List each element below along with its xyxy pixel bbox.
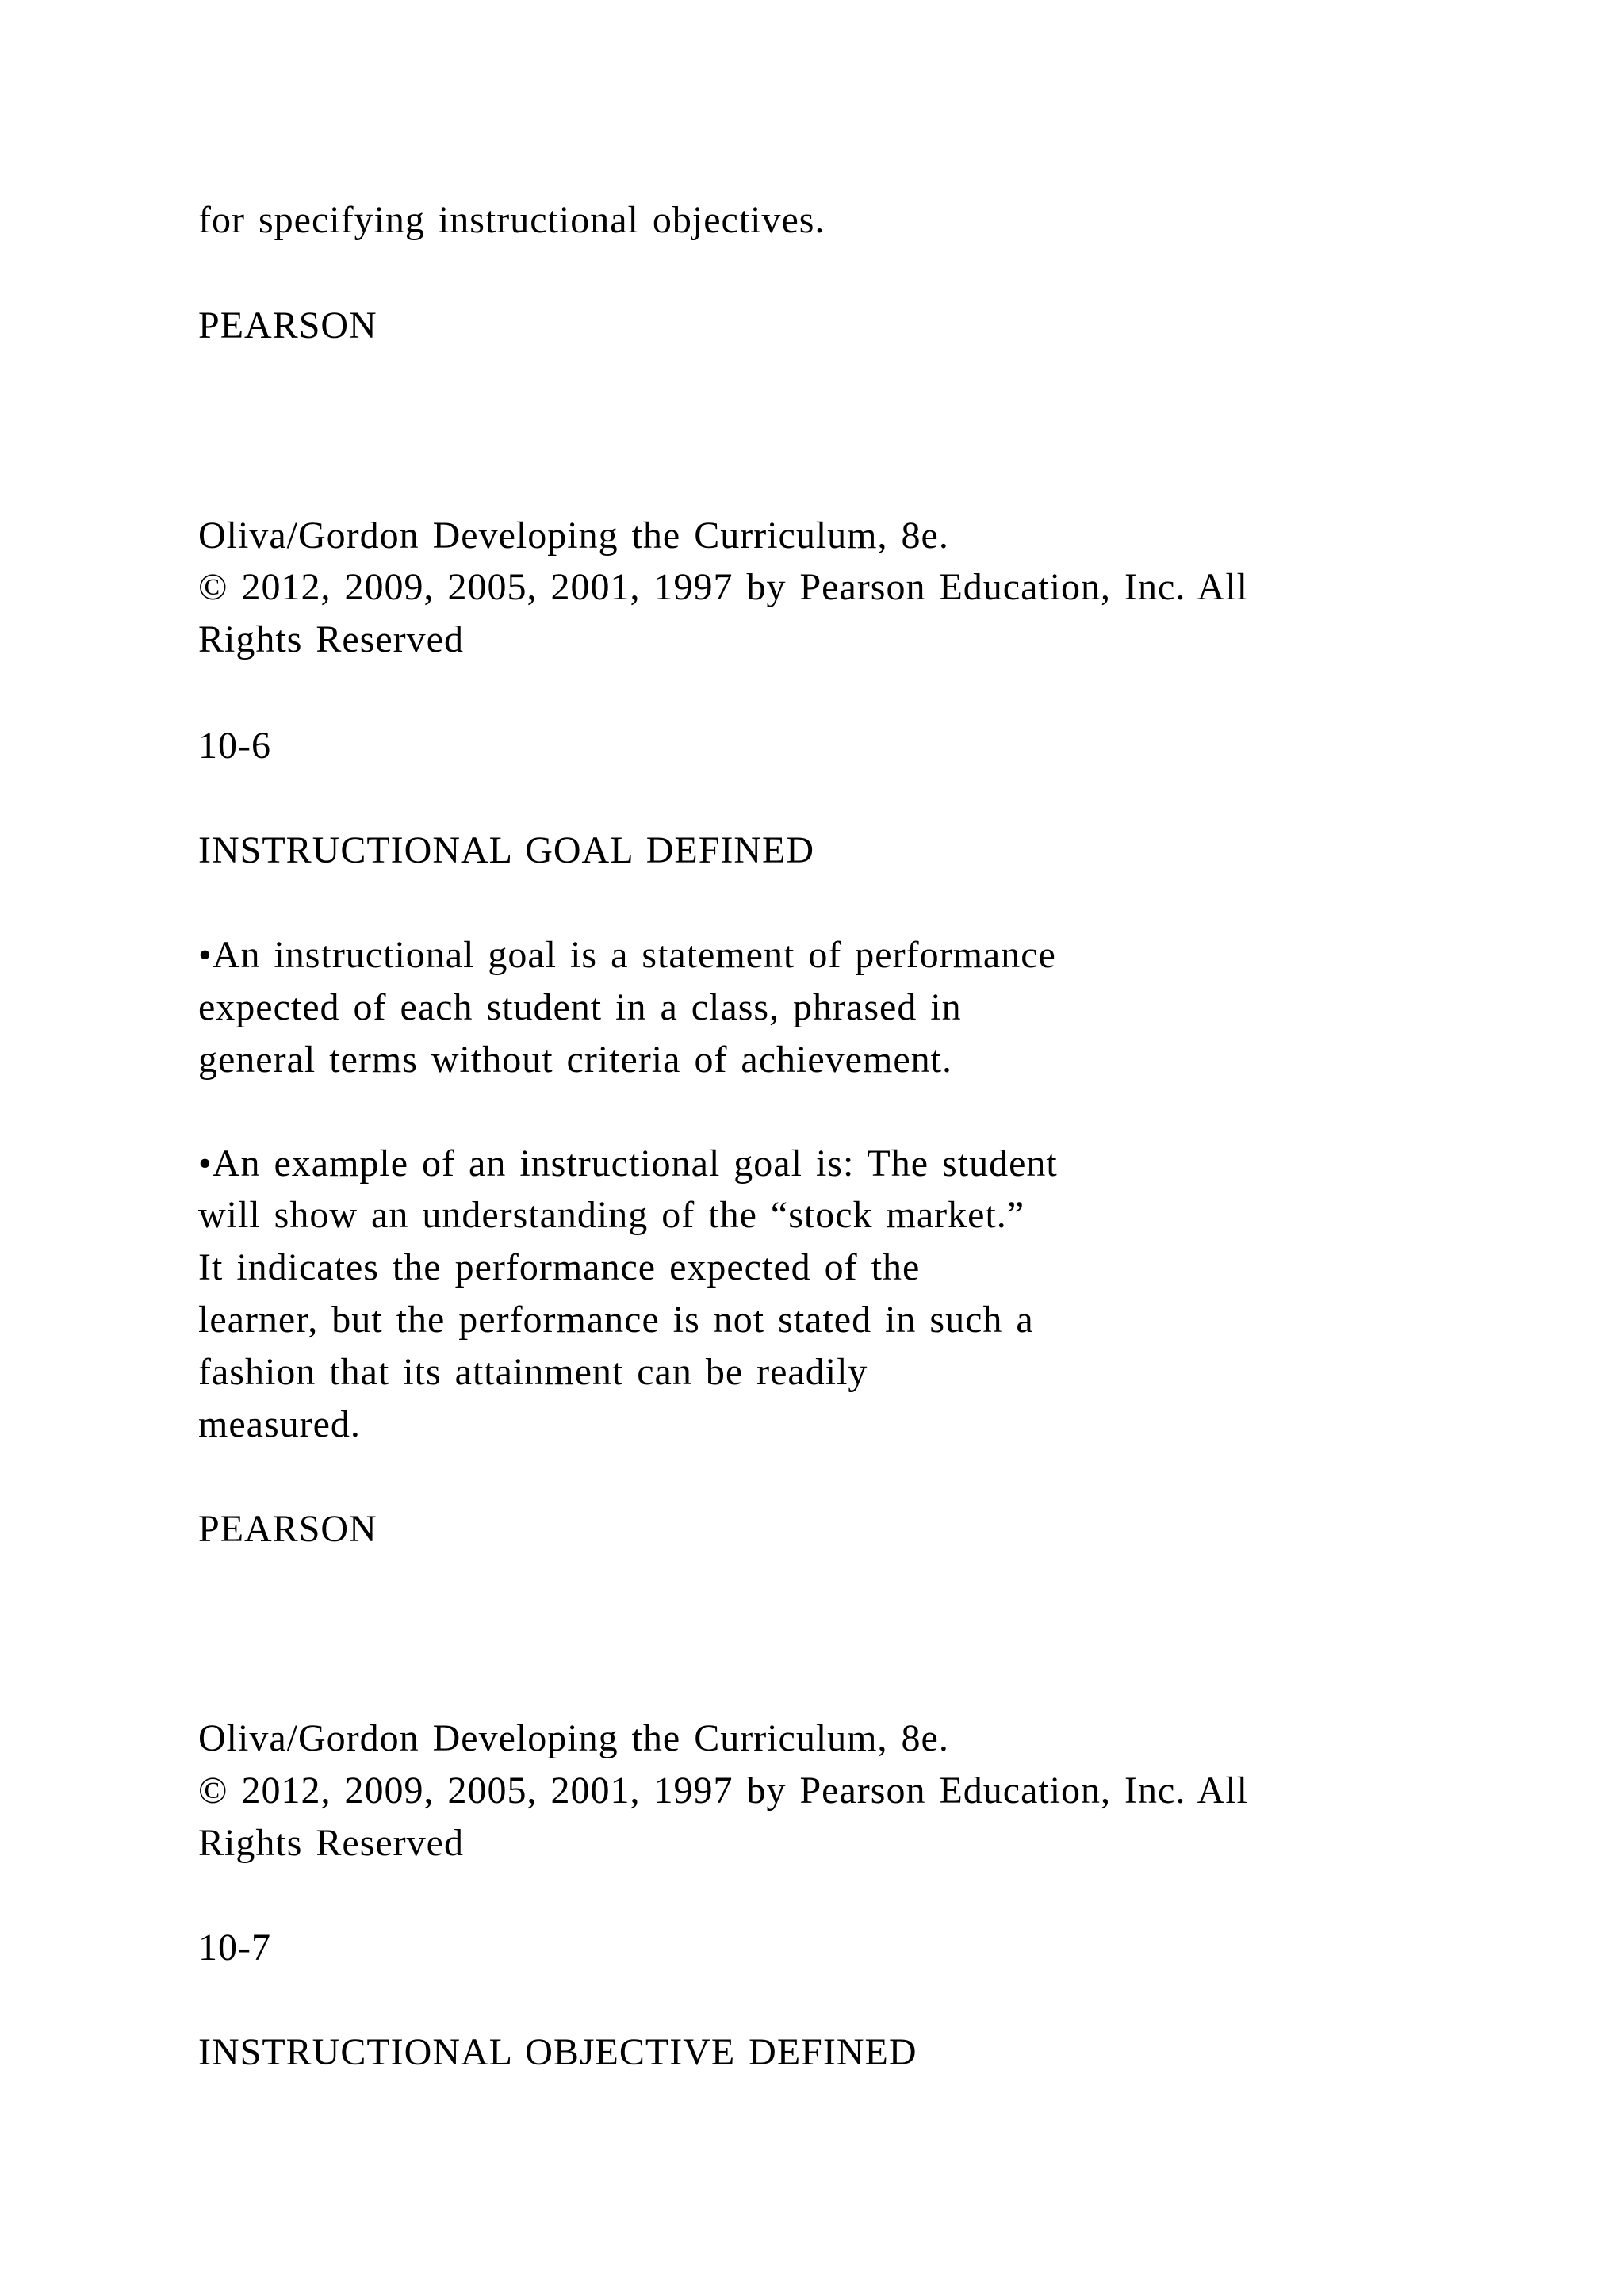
slide-number: 10-7 (198, 1927, 271, 1969)
footer-title: Oliva/Gordon Developing the Curriculum, 8e. (198, 1717, 949, 1759)
text-line: general terms without criteria of achievement. (198, 1039, 952, 1081)
footer-rights: Rights Reserved (198, 618, 464, 660)
publisher-label: PEARSON (198, 304, 377, 346)
text-line: measured. (198, 1403, 361, 1445)
bullet-line: •An example of an instructional goal is: The student (198, 1142, 1058, 1184)
slide-heading: INSTRUCTIONAL GOAL DEFINED (198, 829, 815, 871)
publisher-label: PEARSON (198, 1508, 377, 1550)
footer-copyright: © 2012, 2009, 2005, 2001, 1997 by Pearson Education, Inc. All (198, 566, 1249, 608)
bullet-line: •An instructional goal is a statement of performance (198, 934, 1056, 976)
text-line: will show an understanding of the “stock market.” (198, 1194, 1025, 1236)
text-line: for specifying instructional objectives. (198, 199, 825, 241)
text-line: fashion that its attainment can be readily (198, 1351, 868, 1393)
text-line: It indicates the performance expected of the (198, 1246, 921, 1288)
slide-number: 10-6 (198, 725, 271, 767)
footer-copyright: © 2012, 2009, 2005, 2001, 1997 by Pearson Education, Inc. All (198, 1770, 1249, 1812)
footer-title: Oliva/Gordon Developing the Curriculum, 8e. (198, 515, 949, 557)
footer-rights: Rights Reserved (198, 1822, 464, 1864)
slide-heading: INSTRUCTIONAL OBJECTIVE DEFINED (198, 2031, 917, 2073)
text-line: expected of each student in a class, phrased in (198, 986, 962, 1028)
text-line: learner, but the performance is not stated in such a (198, 1299, 1034, 1341)
